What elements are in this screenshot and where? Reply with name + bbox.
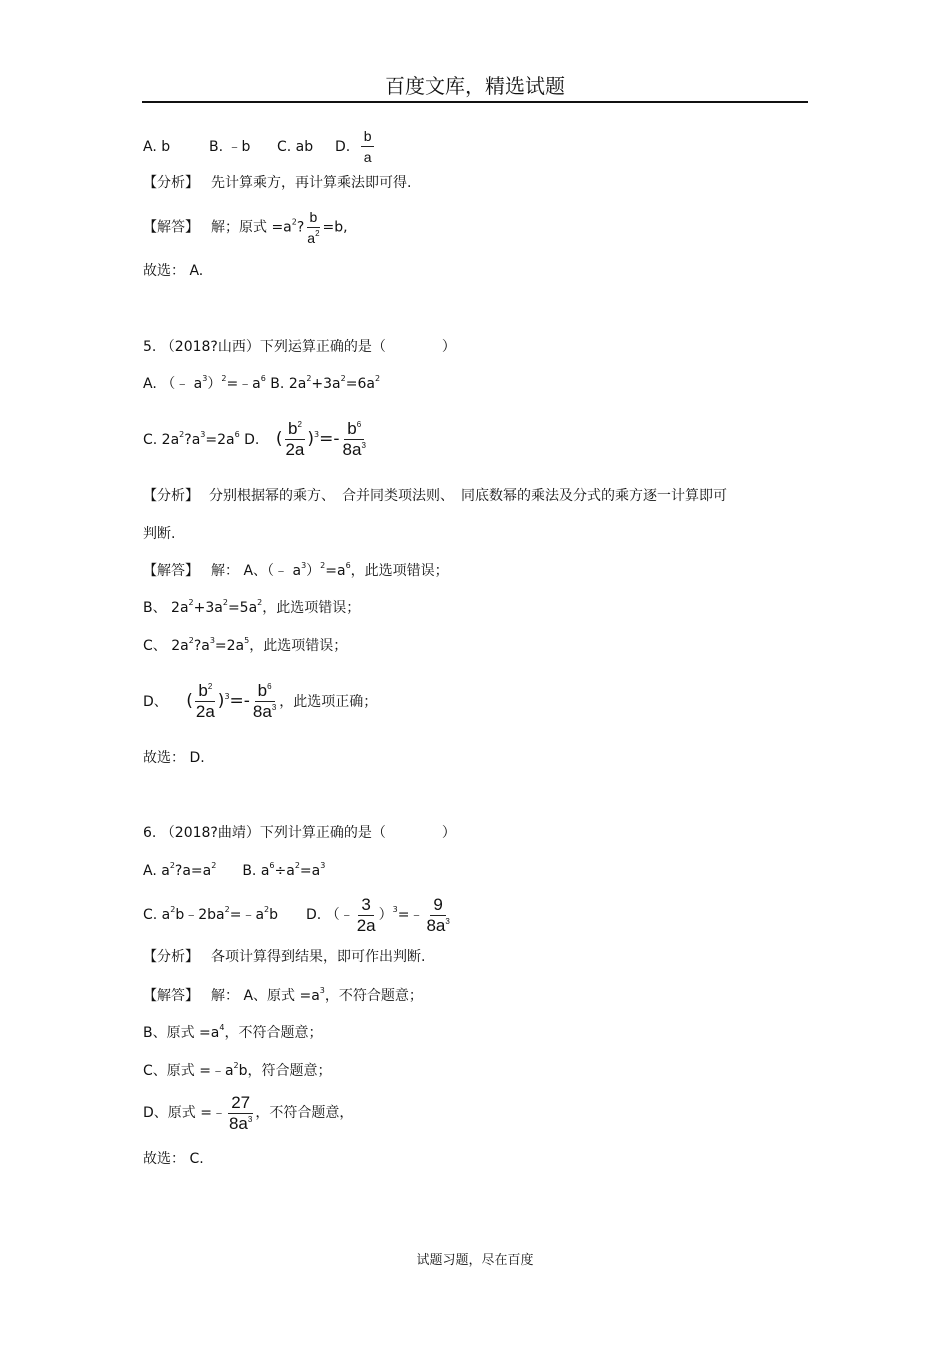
denominator-base: 8a <box>426 915 446 935</box>
denominator-base: 8a <box>228 1113 248 1133</box>
solution-d-expression: ( $\frac{b^2}{2a}$ )$^3$=- $\frac{b^6}{8a^3}$ <box>186 691 279 711</box>
solution-label: 【解答】 <box>143 219 199 236</box>
solution-text: ?a <box>193 638 210 654</box>
fraction-denominator <box>340 440 369 460</box>
numerator-base: b <box>347 418 357 438</box>
solution-text: ，此选项错误； <box>249 638 348 654</box>
exponent: 2 <box>320 561 326 570</box>
solution-text: 解；原式 =a <box>211 219 292 236</box>
solution-text: B、 2a <box>143 600 189 616</box>
q5-options-ab <box>143 375 380 393</box>
exponent: 2 <box>374 374 381 383</box>
solution-text: D、原式 =﹣ <box>143 1105 226 1121</box>
option-d-expression: ( $\frac{b^2}{2a}$ )$^3$=- $\frac{b^6}{8a^3}$ <box>276 429 369 449</box>
page-footer-text: 试题习题，尽在百度 <box>416 1253 534 1268</box>
left-fraction <box>193 681 218 722</box>
option-d-left-fraction <box>354 895 379 936</box>
exponent: 2 <box>264 905 270 914</box>
exponent: 6 <box>269 861 275 870</box>
q5-stem: 5. （2018?山西）下列运算正确的是（ ） <box>143 339 456 355</box>
option-c: b <box>269 907 279 923</box>
exponent: 3 <box>301 561 307 570</box>
option-b: B. a <box>242 863 270 879</box>
exponent: 2 <box>306 374 312 383</box>
option-c: =2a <box>205 432 235 448</box>
exponent: 3 <box>320 861 326 870</box>
exponent: 6 <box>345 561 351 570</box>
fraction-denominator: 2a <box>356 915 376 935</box>
q5-options-cd <box>143 416 369 463</box>
exponent: 2 <box>297 419 302 429</box>
exponent: 2 <box>257 598 263 607</box>
q4-option-d-label: D. <box>335 138 351 155</box>
fraction-numerator: 27 <box>228 1093 253 1114</box>
exponent: 3 <box>445 916 450 926</box>
option-a: ?a=a <box>174 863 212 879</box>
exponent: 2 <box>340 374 346 383</box>
solution-fraction <box>304 207 322 248</box>
exponent: 3 <box>314 430 320 439</box>
fraction-numerator <box>255 681 275 702</box>
fraction-numerator: 3 <box>358 895 373 916</box>
fraction-numerator: 9 <box>430 895 445 916</box>
exponent: 2 <box>233 1061 239 1070</box>
solution-d-fraction <box>226 1093 255 1134</box>
q6-solution-c <box>143 1062 332 1080</box>
option-d-label: D. <box>239 432 260 448</box>
exponent: 2 <box>224 905 230 914</box>
q5-solution-d <box>143 678 377 725</box>
fraction-numerator: b <box>361 126 375 147</box>
exponent: 6 <box>267 681 272 691</box>
solution-label: 【解答】 <box>143 988 199 1004</box>
exponent: 2 <box>169 861 175 870</box>
q4-option-d-fraction <box>361 126 375 167</box>
option-d: ） <box>378 907 393 923</box>
numerator-base: b <box>287 418 298 438</box>
page-header-title: 百度文库，精选试题 <box>385 74 565 98</box>
analysis-label: 【分析】 <box>143 175 199 191</box>
fraction-denominator <box>423 916 452 936</box>
analysis-text: 先计算乘方，再计算乘法即可得. <box>211 175 412 191</box>
option-b: B. 2a <box>265 376 307 392</box>
exponent: 3 <box>392 905 398 914</box>
solution-text: =a <box>325 563 346 579</box>
q4-analysis <box>143 174 411 192</box>
option-b: ÷a <box>274 863 295 879</box>
q4-option-c: C. ab <box>277 138 314 155</box>
exponent: 2 <box>211 861 217 870</box>
left-fraction <box>282 419 307 460</box>
q4-options <box>143 126 374 167</box>
solution-text: C、 2a <box>143 638 189 654</box>
exponent: 3 <box>319 986 325 995</box>
solution-text: ? <box>296 219 305 236</box>
exponent: 2 <box>221 374 227 383</box>
q5-analysis-cont: 判断. <box>143 526 176 542</box>
solution-text: B、原式 =a <box>143 1025 220 1041</box>
fraction-denominator: 2a <box>195 701 215 721</box>
exponent: 4 <box>219 1023 225 1032</box>
option-c: C. a <box>143 907 171 923</box>
q6-solution-a <box>143 987 423 1005</box>
q6-options-cd <box>143 892 453 938</box>
option-b: +3a <box>311 376 341 392</box>
fraction-denominator <box>304 228 322 248</box>
exponent: 3 <box>202 374 208 383</box>
exponent: 3 <box>224 692 230 701</box>
exponent: 2 <box>294 861 300 870</box>
option-d: =﹣ <box>397 907 424 923</box>
denominator-base: a <box>307 230 316 246</box>
fraction-denominator <box>226 1114 255 1134</box>
fraction-denominator: a <box>363 149 372 165</box>
q6-stem: 6. （2018?曲靖）下列计算正确的是（ ） <box>143 825 456 841</box>
analysis-label: 【分析】 <box>143 949 199 965</box>
q4-option-b: B. ﹣b <box>209 138 251 155</box>
option-c: b﹣2ba <box>175 907 225 923</box>
exponent: 3 <box>361 440 366 450</box>
solution-text: 解： A、（﹣ a <box>211 563 302 579</box>
analysis-label: 【分析】 <box>143 488 199 504</box>
q5-analysis <box>143 487 727 505</box>
q5-answer: 故选： D. <box>143 750 205 766</box>
denominator-base: 8a <box>342 439 362 459</box>
q6-analysis <box>143 948 425 966</box>
fraction-numerator <box>285 419 305 440</box>
solution-text: b，符合题意； <box>238 1063 332 1079</box>
exponent: 2 <box>207 681 213 691</box>
exponent: 3 <box>247 1114 253 1124</box>
solution-text: ） <box>306 563 321 579</box>
solution-text: =2a <box>214 638 245 654</box>
option-c: C. 2a <box>143 432 180 448</box>
solution-text: ，此选项错误； <box>350 563 449 579</box>
q6-solution-b <box>143 1024 322 1042</box>
q4-answer: 故选： A. <box>143 263 204 279</box>
solution-text: ，不符合题意； <box>324 988 423 1004</box>
q4-solution <box>143 207 348 248</box>
right-fraction <box>250 681 279 722</box>
q5-solution-b <box>143 599 360 617</box>
exponent: 2 <box>170 905 176 914</box>
header-rule <box>142 101 808 103</box>
denominator-base: 8a <box>252 701 272 721</box>
option-c: =﹣a <box>229 907 265 923</box>
exponent: 6 <box>356 419 362 429</box>
fraction-numerator: b <box>307 207 321 228</box>
solution-text: ，不符合题意， <box>255 1105 354 1121</box>
option-b: =6a <box>345 376 375 392</box>
analysis-text: 各项计算得到结果，即可作出判断. <box>211 949 426 965</box>
option-b: =a <box>299 863 321 879</box>
q6-answer: 故选： C. <box>143 1151 204 1167</box>
solution-text: ，此选项错误； <box>262 600 361 616</box>
solution-label: 【解答】 <box>143 563 199 579</box>
option-d-right-fraction <box>423 895 452 936</box>
right-fraction <box>340 419 369 460</box>
exponent: 2 <box>291 217 297 227</box>
option-a: =﹣a <box>226 376 261 392</box>
solution-text: =5a <box>227 600 258 616</box>
solution-text: +3a <box>193 600 223 616</box>
solution-text: D、 <box>143 694 168 710</box>
exponent: 3 <box>209 636 215 645</box>
exponent: 3 <box>200 430 206 439</box>
option-d: D. （﹣ <box>306 907 354 923</box>
exponent: 2 <box>222 598 228 607</box>
exponent: 3 <box>271 702 277 712</box>
fraction-numerator <box>344 419 364 440</box>
exponent: 5 <box>244 636 250 645</box>
option-a: ） <box>207 376 222 392</box>
solution-text: =b, <box>322 219 348 236</box>
solution-text: C、原式 =﹣a <box>143 1063 234 1079</box>
exponent: 2 <box>179 430 185 439</box>
solution-text: 解： A、原式 =a <box>211 988 320 1004</box>
option-c: ?a <box>184 432 201 448</box>
exponent: 2 <box>188 636 194 645</box>
q4-option-a: A. b <box>143 138 171 155</box>
q5-solution-c <box>143 637 347 655</box>
fraction-denominator <box>250 702 279 722</box>
exponent: 2 <box>188 598 194 607</box>
numerator-base: b <box>198 680 208 700</box>
exponent: 6 <box>260 374 266 383</box>
solution-text: ，不符合题意； <box>224 1025 323 1041</box>
numerator-base: b <box>257 680 268 700</box>
option-a: A. （﹣ a <box>143 376 203 392</box>
q5-solution-a <box>143 562 449 580</box>
fraction-denominator: 2a <box>285 439 305 459</box>
q6-options-ab <box>143 862 325 880</box>
exponent: 6 <box>234 430 240 439</box>
solution-text: ，此选项正确； <box>279 694 378 710</box>
option-a: A. a <box>143 863 170 879</box>
analysis-text: 分别根据幂的乘方、 合并同类项法则、 同底数幂的乘法及分式的乘方逐一计算即可 <box>209 488 727 504</box>
q6-solution-d <box>143 1090 353 1136</box>
exponent: 2 <box>315 229 320 238</box>
fraction-numerator <box>195 681 215 702</box>
